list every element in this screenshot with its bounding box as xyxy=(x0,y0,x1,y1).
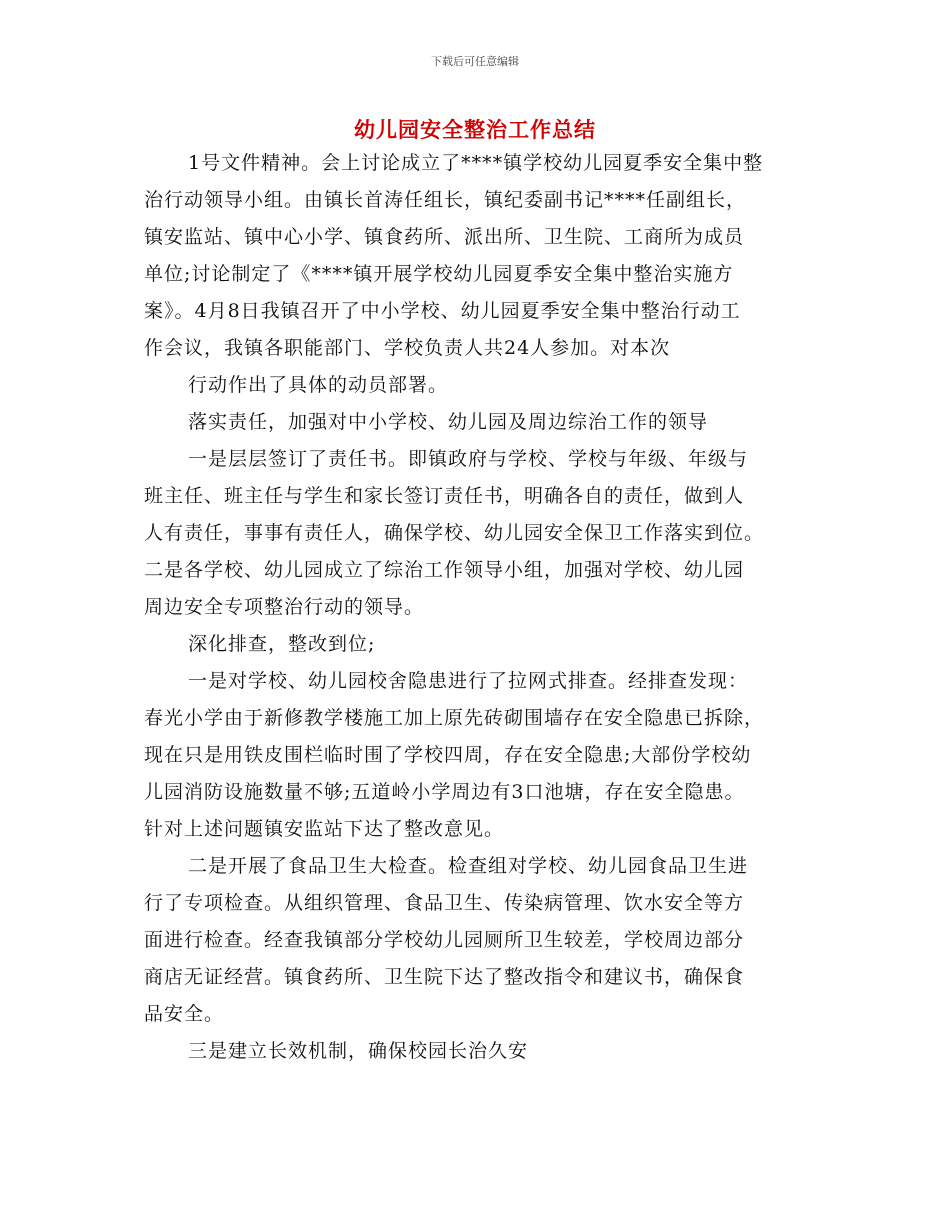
body-line: 人有责任，事事有责任人，确保学校、幼儿园安全保卫工作落实到位。 xyxy=(144,522,765,544)
body-line: 作会议，我镇各职能部门、学校负责人共24人参加。对本次 xyxy=(144,337,671,359)
body-line: 行动作出了具体的动员部署。 xyxy=(188,374,449,396)
body-line: 落实责任，加强对中小学校、幼儿园及周边综治工作的领导 xyxy=(188,411,709,433)
body-line: 周边安全专项整治行动的领导。 xyxy=(144,596,425,618)
body-line: 现在只是用铁皮围栏临时围了学校四周，存在安全隐患;大部份学校幼 xyxy=(144,744,752,766)
body-line: 一是层层签订了责任书。即镇政府与学校、学校与年级、年级与 xyxy=(188,448,749,470)
body-line: 商店无证经营。镇食药所、卫生院下达了整改指令和建议书，确保食 xyxy=(144,966,745,988)
body-line: 行了专项检查。从组织管理、食品卫生、传染病管理、饮水安全等方 xyxy=(144,892,745,914)
body-line: 三是建立长效机制，确保校园长治久安 xyxy=(188,1040,529,1062)
page-header: 下载后可任意编辑 xyxy=(431,55,519,68)
body-line: 班主任、班主任与学生和家长签订责任书，明确各自的责任，做到人 xyxy=(144,485,745,507)
document-body xyxy=(144,145,804,1070)
body-line: 二是开展了食品卫生大检查。检查组对学校、幼儿园食品卫生进 xyxy=(188,855,749,877)
body-line: 治行动领导小组。由镇长首涛任组长，镇纪委副书记****任副组长， xyxy=(144,189,747,211)
body-line: 深化排查，整改到位; xyxy=(188,633,376,655)
body-line: 儿园消防设施数量不够;五道岭小学周边有3口池塘，存在安全隐患。 xyxy=(144,781,745,803)
document-title: 幼儿园安全整治工作总结 xyxy=(354,118,596,142)
body-line: 一是对学校、幼儿园校舍隐患进行了拉网式排查。经排查发现： xyxy=(188,670,749,692)
body-line: 案》。4月8日我镇召开了中小学校、幼儿园夏季安全集中整治行动工 xyxy=(144,300,741,322)
body-line: 针对上述问题镇安监站下达了整改意见。 xyxy=(144,818,505,840)
body-line: 二是各学校、幼儿园成立了综治工作领导小组，加强对学校、幼儿园 xyxy=(144,559,745,581)
body-line: 品安全。 xyxy=(144,1003,225,1025)
body-line: 单位;讨论制定了《****镇开展学校幼儿园夏季安全集中整治实施方 xyxy=(144,263,734,285)
body-line: 1号文件精神。会上讨论成立了****镇学校幼儿园夏季安全集中整 xyxy=(188,152,764,174)
body-line: 面进行检查。经查我镇部分学校幼儿园厕所卫生较差，学校周边部分 xyxy=(144,929,745,951)
body-line: 春光小学由于新修教学楼施工加上原先砖砌围墙存在安全隐患已拆除， xyxy=(144,707,765,729)
body-line: 镇安监站、镇中心小学、镇食药所、派出所、卫生院、工商所为成员 xyxy=(144,226,745,248)
